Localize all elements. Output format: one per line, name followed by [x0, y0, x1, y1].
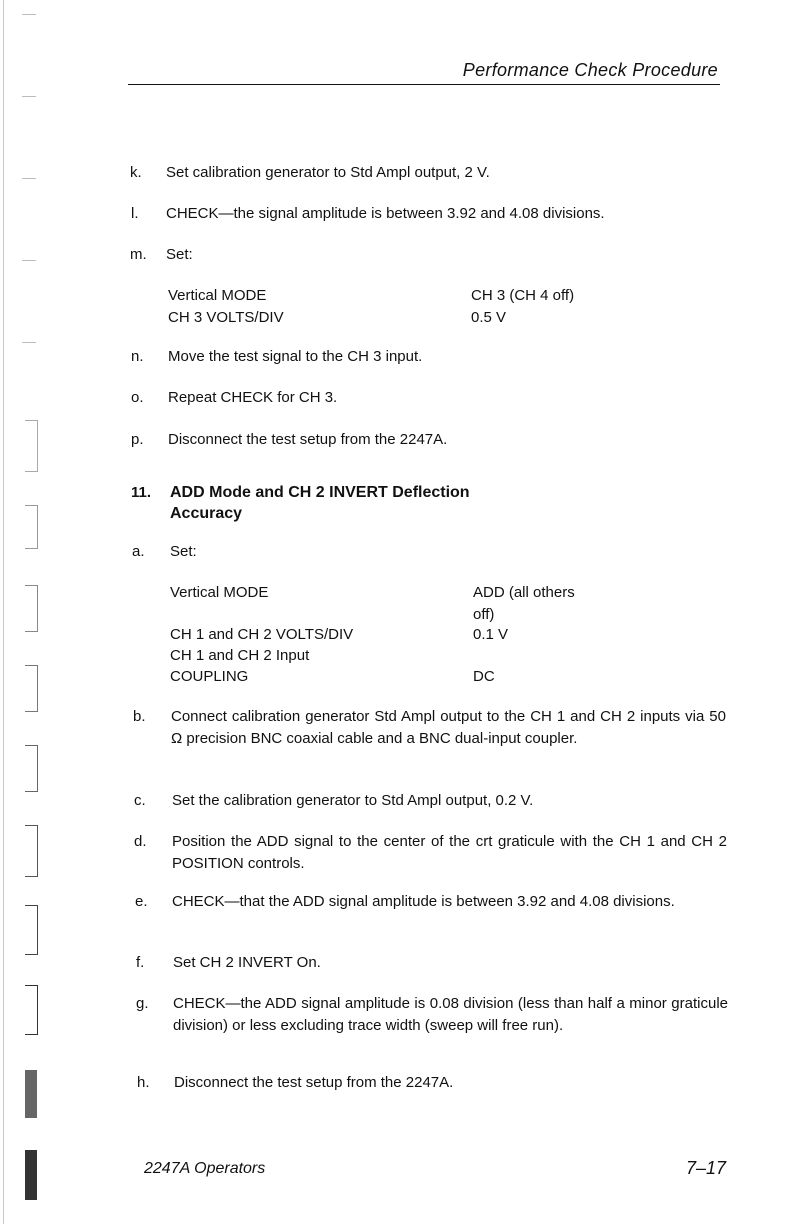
footer-page-number: 7–17: [685, 1158, 726, 1178]
step-text: Repeat CHECK for CH 3.: [168, 389, 338, 406]
setting-name: CH 1 and CH 2 VOLTS/DIV: [170, 626, 354, 643]
step-label: c.: [134, 792, 146, 809]
step-label: g.: [136, 995, 149, 1012]
margin-bracket: [25, 585, 38, 632]
margin-bracket: [25, 985, 38, 1035]
step-label: p.: [131, 431, 144, 448]
setting-name: Vertical MODE: [168, 287, 267, 304]
step-text: Set calibration generator to Std Ampl output, 2 V.: [166, 164, 490, 181]
margin-bracket: [25, 665, 38, 712]
step-text: CHECK—the ADD signal amplitude is 0.08 division (less than half a minor graticule division) or less excluding trace width (sweep will free run).: [173, 995, 728, 1034]
step-label: e.: [135, 893, 148, 910]
step-label: n.: [131, 348, 144, 365]
step-label: f.: [136, 954, 145, 971]
binder-edge-line: [3, 0, 4, 1224]
setting-value-continued: off): [473, 606, 495, 623]
step-text: Move the test signal to the CH 3 input.: [168, 348, 423, 365]
margin-bracket: [25, 420, 38, 472]
step-text: Disconnect the test setup from the 2247A.: [168, 431, 448, 448]
step-text: Connect calibration generator Std Ampl output to the CH 1 and CH 2 inputs via 50 Ω precision BNC coaxial cable and a BNC dual-input coupler.: [171, 708, 726, 747]
margin-bracket: [25, 825, 38, 877]
step-label: m.: [130, 246, 147, 263]
setting-value: 0.5 V: [471, 309, 507, 326]
section-number: 11.: [131, 484, 152, 501]
section-title-line2: Accuracy: [170, 505, 243, 522]
page-header-title: Performance Check Procedure: [462, 60, 718, 80]
footer-manual-title: 2247A Operators: [144, 1160, 266, 1177]
setting-name: CH 3 VOLTS/DIV: [168, 309, 284, 326]
setting-value: CH 3 (CH 4 off): [471, 287, 575, 304]
setting-name: Vertical MODE: [170, 584, 269, 601]
setting-name-continued: COUPLING: [170, 668, 249, 685]
step-text: Set:: [170, 543, 197, 560]
margin-block: [25, 1070, 37, 1118]
step-text: Disconnect the test setup from the 2247A.: [174, 1074, 454, 1091]
step-text: Set the calibration generator to Std Ampl output, 0.2 V.: [172, 792, 534, 809]
step-text: CHECK—that the ADD signal amplitude is between 3.92 and 4.08 divisions.: [172, 893, 675, 910]
header-rule: [128, 84, 720, 85]
step-text: Set CH 2 INVERT On.: [173, 954, 321, 971]
margin-bracket: [25, 745, 38, 792]
margin-bracket: [25, 905, 38, 955]
step-label: d.: [134, 833, 147, 850]
margin-tick: [22, 342, 36, 343]
margin-block: [25, 1150, 37, 1200]
setting-value: 0.1 V: [473, 626, 509, 643]
step-label: b.: [133, 708, 146, 725]
setting-value: DC: [473, 668, 495, 685]
margin-tick: [22, 260, 36, 261]
margin-tick: [22, 14, 36, 15]
step-label: k.: [130, 164, 142, 181]
step-label: a.: [132, 543, 145, 560]
step-text: Position the ADD signal to the center of the crt graticule with the CH 1 and CH 2 POSITION controls.: [172, 833, 727, 872]
step-text: Set:: [166, 246, 193, 263]
margin-tick: [22, 96, 36, 97]
step-text: CHECK—the signal amplitude is between 3.92 and 4.08 divisions.: [166, 205, 605, 222]
step-label: l.: [131, 205, 139, 222]
margin-tick: [22, 178, 36, 179]
setting-value: ADD (all others: [473, 584, 575, 601]
step-label: h.: [137, 1074, 150, 1091]
section-title-line1: ADD Mode and CH 2 INVERT Deflection: [170, 484, 470, 501]
setting-name: CH 1 and CH 2 Input: [170, 647, 310, 664]
margin-bracket: [25, 505, 38, 549]
step-label: o.: [131, 389, 144, 406]
